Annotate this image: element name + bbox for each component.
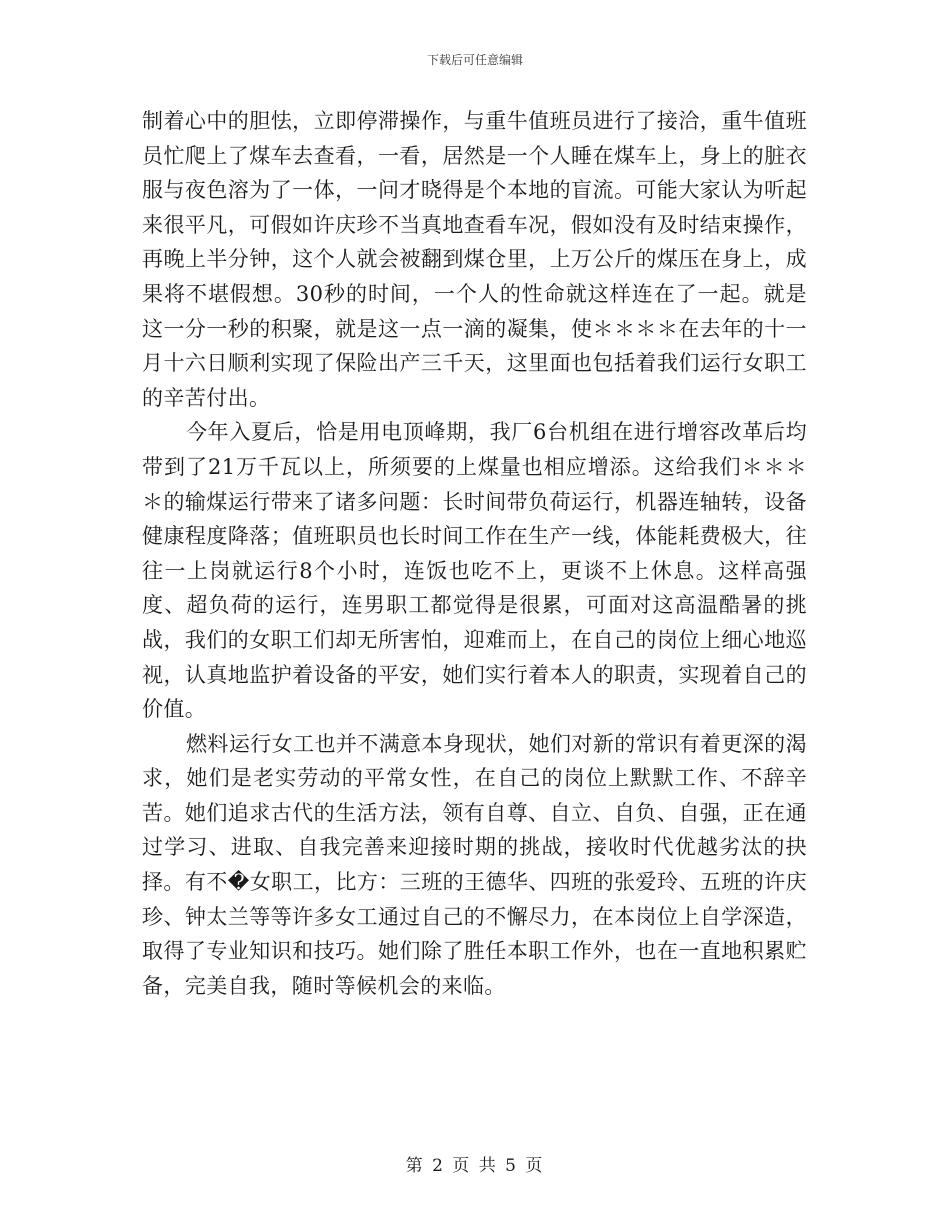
paragraph: 燃料运行女工也并不满意本身现状，她们对新的常识有着更深的渴求，她们是老实劳动的平常女性，在自己的岗位上默默工作、不辞辛苦。她们追求古代的生活方法，领有自尊、自立、自负、自强，正在通过学习、进取、自我完善来迎接时期的挑战，接收时代优越劣汰的抉择。有不�女职工，比方：三班的王德华、四班的张爱玲、五班的许庆珍、钟太兰等等许多女工通过自己的不懈尽力，在本岗位上自学深造，取得了专业知识和技巧。她们除了胜任本职工作外，也在一直地积累贮备，完美自我，随时等候机会的来临。 xyxy=(142,731,807,998)
paragraph: 今年入夏后，恰是用电顶峰期，我厂6台机组在进行增容改革后均带到了21万千瓦以上，所须要的上煤量也相应增添。这给我们＊＊＊＊的输煤运行带来了诸多问题：长时间带负荷运行，机器连轴转，设备健康程度降落；值班职员也长时间工作在生产一线，体能耗费极大，往往一上岗就运行8个小时，连饭也吃不上，更谈不上休息。这样高强度、超负荷的运行，连男职工都觉得是很累，可面对这高温酷暑的挑战，我们的女职工们却无所害怕，迎难而上，在自己的岗位上细心地巡视，认真地监护着设备的平安，她们实行着本人的职责，实现着自己的价值。 xyxy=(142,420,807,722)
paragraph-continued: 制着心中的胆怯，立即停滞操作，与重牛值班员进行了接洽，重牛值班员忙爬上了煤车去查看，一看，居然是一个人睡在煤车上，身上的脏衣服与夜色溶为了一体，一问才晓得是个本地的盲流。可能大家认为听起来很平凡，可假如许庆珍不当真地查看车况，假如没有及时结束操作，再晚上半分钟，这个人就会被翻到煤仓里，上万公斤的煤压在身上，成果将不堪假想。30秒的时间，一个人的性命就这样连在了一起。就是这一分一秒的积聚，就是这一点一滴的凝集，使＊＊＊＊在去年的十一月十六日顺利实现了保险出产三千天，这里面也包括着我们运行女职工的辛苦付出。 xyxy=(142,109,807,410)
page-number: 第 2 页 共 5 页 xyxy=(405,1156,545,1176)
page-header: 下载后可任意编辑 xyxy=(426,53,523,67)
document-body xyxy=(142,104,807,1003)
